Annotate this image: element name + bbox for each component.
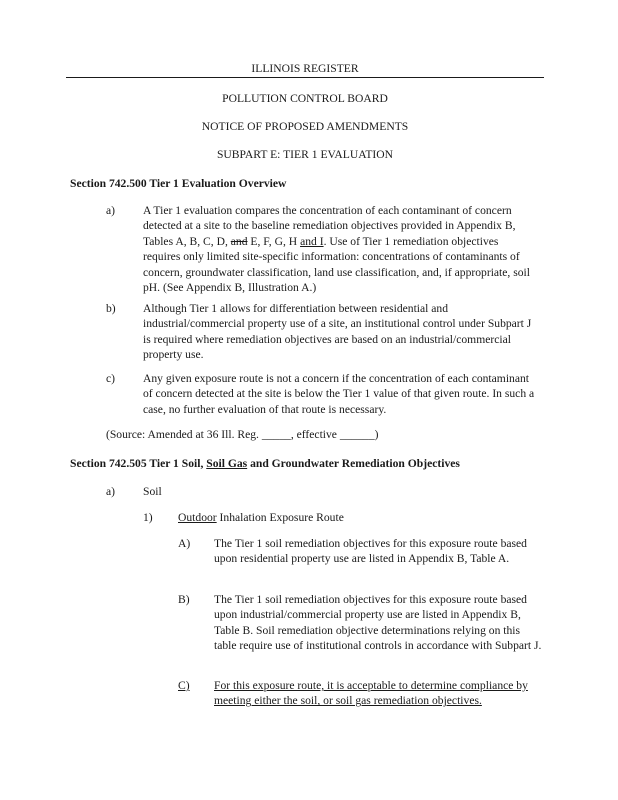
soil-label: a) <box>106 485 116 498</box>
item-1-label: 1) <box>143 511 153 524</box>
item-C-label: C) <box>178 679 190 692</box>
header-rule <box>66 77 544 78</box>
inserted-heading-text: Soil Gas <box>206 457 248 470</box>
item-A-text: The Tier 1 soil remediation objectives for this exposure route based upon residential property use are listed in Appendix B, Table A. <box>214 537 527 566</box>
struck-text: and <box>230 234 248 248</box>
item-b-text: Although Tier 1 allows for differentiation between residential and industrial/commercial property use of a site, an institutional control under Subpart J is required where remediation objectives are based on an industrial/commercial property use. <box>143 302 532 362</box>
soil-title: Soil <box>143 485 162 498</box>
section-742-505-heading: Section 742.505 Tier 1 Soil, Soil Gas and Groundwater Remediation Objectives <box>70 457 460 470</box>
item-c-label: c) <box>106 372 116 385</box>
inserted-outdoor: Outdoor <box>178 511 217 524</box>
item-c-text: Any given exposure route is not a concern if the concentration of each contaminant of concern detected at the site is below the Tier 1 value of that given route. In such a case, no further evaluation of that route is necessary. <box>143 372 535 416</box>
notice-title: NOTICE OF PROPOSED AMENDMENTS <box>201 120 409 133</box>
item-B-label: B) <box>178 593 190 606</box>
item-A-label: A) <box>178 537 191 550</box>
item-a-label: a) <box>106 204 116 217</box>
subpart-title: SUBPART E: TIER 1 EVALUATION <box>216 148 394 161</box>
inserted-text: and I <box>300 234 324 248</box>
item-C-text: For this exposure route, it is acceptable to determine compliance by meeting either the soil, or soil gas remediation objectives. <box>214 679 528 708</box>
source-note: (Source: Amended at 36 Ill. Reg. _____, effective ______) <box>106 428 379 441</box>
item-1-title: Outdoor Inhalation Exposure Route <box>178 511 344 524</box>
item-b-label: b) <box>106 302 116 315</box>
item-a-text: A Tier 1 evaluation compares the concentration of each contaminant of concern detected at a site to the baseline remediation objectives provided in Appendix B, Tables A, B, C, D, and E, F, G, H and I. Use of Tier 1 remediation objectives requires only limited site-specific information: concentrations of contaminants of concern, groundwater classification, land use classification, and, if appropriate, soil pH. (See Appendix B, Illustration A.) <box>143 204 530 295</box>
item-B-text: The Tier 1 soil remediation objectives for this exposure route based upon industrial/commercial property use are listed in Appendix B, Table B. Soil remediation objective determinations relying on this table require use of institutional controls in accordance with Subpart J. <box>214 593 542 653</box>
section-742-500-heading: Section 742.500 Tier 1 Evaluation Overview <box>70 177 287 190</box>
register-title: ILLINOIS REGISTER <box>251 62 359 75</box>
board-title: POLLUTION CONTROL BOARD <box>222 92 388 105</box>
